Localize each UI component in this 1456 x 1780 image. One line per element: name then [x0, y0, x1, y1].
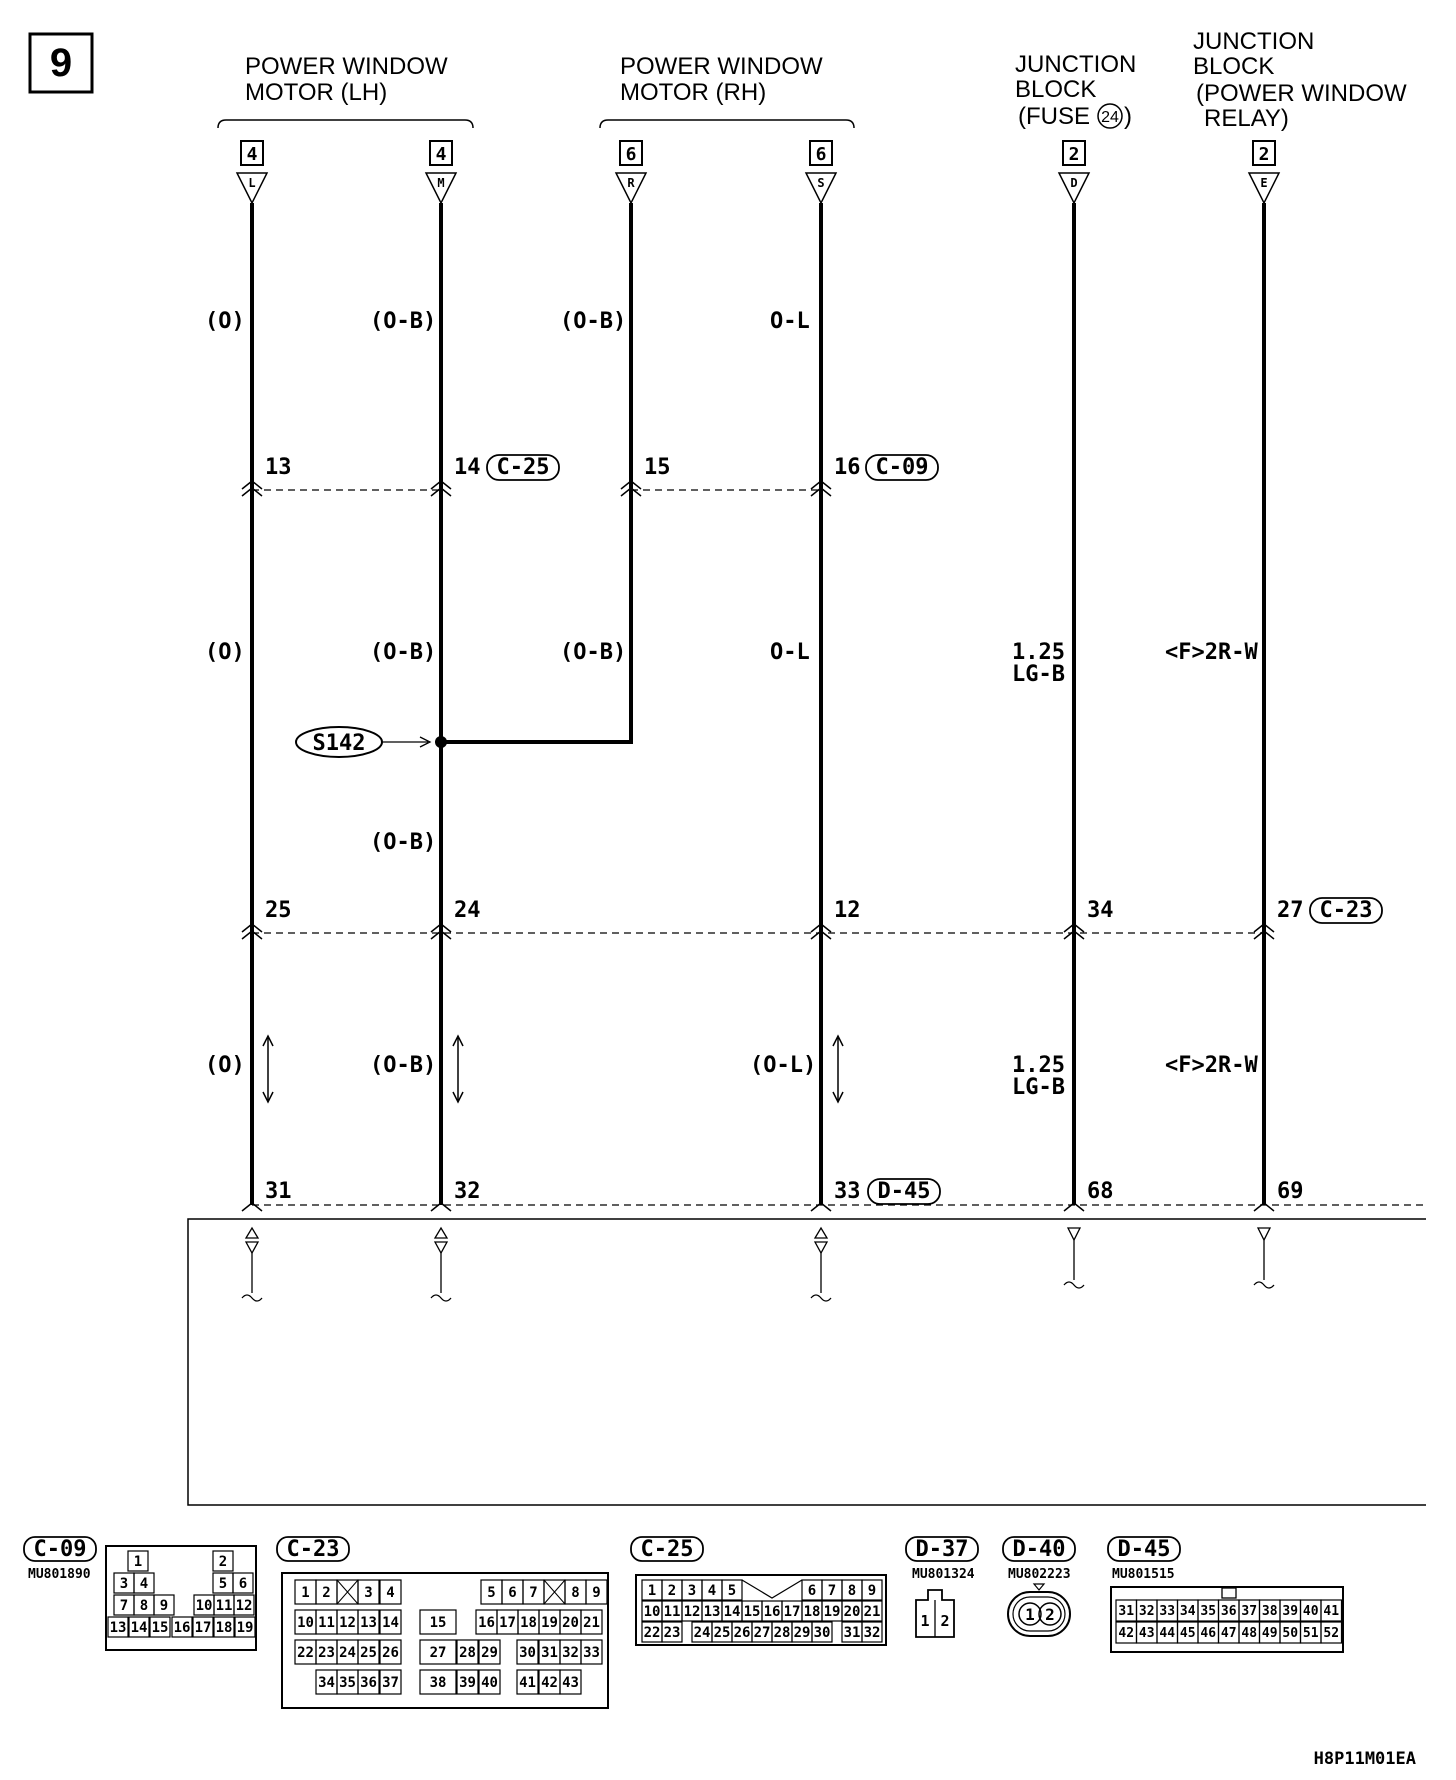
- legend-blank-cross: [544, 1580, 565, 1604]
- legend-pin-number: 46: [1200, 1626, 1217, 1642]
- legend-pin-number: 21: [863, 1604, 881, 1621]
- component-label: JUNCTION: [1015, 51, 1137, 78]
- continued-module-box: [188, 1219, 1426, 1505]
- legend-pin-number: 14: [723, 1604, 741, 1621]
- legend-pin-number: 44: [1159, 1626, 1176, 1642]
- signal-symbols: [242, 1228, 1274, 1301]
- legend-pin-number: 50: [1282, 1626, 1299, 1642]
- connector-pins-middle: [265, 898, 1382, 923]
- legend-pin-number: 28: [459, 1645, 476, 1662]
- svg-text:4: 4: [435, 144, 447, 165]
- legend-pin-number: 17: [783, 1604, 801, 1621]
- legend-pin-number: 31: [541, 1645, 558, 1662]
- component-label: ): [1124, 103, 1132, 130]
- terminal-m: [426, 141, 456, 203]
- pin-number: 33: [834, 1179, 861, 1204]
- legend-pin-number: 11: [318, 1615, 335, 1632]
- legend-pin-number: 25: [360, 1645, 377, 1662]
- legend-pin-number: 31: [1118, 1604, 1135, 1620]
- bracket: [218, 120, 473, 128]
- svg-text:E: E: [1260, 176, 1268, 190]
- legend-pin-number: 40: [481, 1675, 498, 1692]
- legend-pin-number: 41: [519, 1675, 536, 1692]
- splice-label: S142: [312, 731, 366, 756]
- pin-number: 24: [454, 898, 481, 923]
- component-label: (POWER WINDOW: [1196, 80, 1407, 107]
- legend-pin-number: 29: [481, 1645, 498, 1662]
- legend-pin-number: 3: [119, 1576, 129, 1593]
- wire-colors-mid: [205, 640, 1258, 687]
- legend-connector-id: C-23: [286, 1537, 340, 1562]
- wire-color-label: (O-B): [370, 309, 437, 334]
- component-label: MOTOR (LH): [245, 79, 388, 106]
- legend-pin-number: 15: [743, 1604, 761, 1621]
- wire-color-label: <F>2R-W: [1165, 640, 1258, 665]
- legend-pin-number: 9: [867, 1583, 877, 1600]
- legend-pin-number: 32: [562, 1645, 579, 1662]
- connector-pins-upper: [265, 455, 938, 480]
- svg-text:M: M: [437, 176, 445, 190]
- pin-number: 16: [834, 455, 861, 480]
- terminal-e: [1249, 141, 1279, 203]
- legend-pin-number: 16: [478, 1615, 495, 1632]
- legend-c09-cells: [108, 1551, 255, 1637]
- legend-pin-number: 26: [382, 1645, 399, 1662]
- legend-pin-number: 38: [429, 1675, 447, 1692]
- legend-pin-number: 7: [827, 1583, 837, 1600]
- legend-pin-number: 33: [583, 1645, 600, 1662]
- legend-pin-number: 2: [322, 1585, 331, 1602]
- component-junction-block-relay: [1193, 28, 1407, 132]
- legend-pin-number: 6: [807, 1583, 817, 1600]
- svg-text:6: 6: [815, 144, 827, 165]
- legend-pin-number: 19: [823, 1604, 841, 1621]
- component-power-window-motor-lh: [218, 53, 473, 128]
- legend-pin-number: 14: [130, 1620, 148, 1637]
- legend-pin-number: 30: [813, 1625, 831, 1642]
- legend-connector-id: D-37: [915, 1537, 969, 1562]
- pin-number: 15: [644, 455, 671, 480]
- legend-pin-number: 16: [763, 1604, 781, 1621]
- legend-pin-number: 49: [1261, 1626, 1278, 1642]
- connector-tag-label: C-25: [496, 455, 550, 480]
- legend-connector-id: C-25: [640, 1537, 694, 1562]
- legend-connector-id: D-40: [1012, 1537, 1066, 1562]
- wire-color-label: <F>2R-W: [1165, 1053, 1258, 1078]
- legend-pin-number: 34: [1179, 1604, 1196, 1620]
- legend-pin-number: 18: [803, 1604, 821, 1621]
- section-number: 9: [49, 41, 73, 85]
- figure-code: H8P11M01EA: [1313, 1749, 1416, 1769]
- legend-pin-number: 26: [733, 1625, 751, 1642]
- legend-pin-number: 16: [173, 1620, 191, 1637]
- legend-pin-number: 31: [843, 1625, 861, 1642]
- legend-c-25: [631, 1537, 886, 1645]
- legend-pin-number: 22: [297, 1645, 314, 1662]
- svg-text:2: 2: [1068, 144, 1080, 165]
- legend-pin-number: 2: [218, 1554, 228, 1571]
- legend-pin-number: 7: [529, 1585, 538, 1602]
- legend-pin-number: 2: [667, 1583, 677, 1600]
- legend-connector-id: C-09: [33, 1537, 87, 1562]
- connector-pins-lower: [265, 1179, 1304, 1204]
- legend-pin-number: 9: [592, 1585, 601, 1602]
- legend-pin-number: 37: [1241, 1604, 1258, 1620]
- svg-text:6: 6: [625, 144, 637, 165]
- legend-pin-number: 27: [429, 1645, 447, 1662]
- legend-pin-number: 39: [1282, 1604, 1299, 1620]
- wire-color-label: (O): [205, 309, 245, 334]
- legend-pin-number: 34: [318, 1675, 335, 1692]
- legend-c23-cells: [295, 1580, 607, 1694]
- wire-colors-upper: [205, 309, 810, 334]
- legend-pin-number: 18: [215, 1620, 233, 1637]
- legend-pin-number: 14: [382, 1615, 399, 1632]
- wire-color-label: O-L: [770, 640, 810, 665]
- svg-text:S: S: [817, 176, 825, 190]
- legend-pin-number: 21: [583, 1615, 600, 1632]
- legend-pin-number: 12: [235, 1598, 253, 1615]
- svg-text:D: D: [1070, 176, 1078, 190]
- legend-connector-id: D-45: [1117, 1537, 1171, 1562]
- legend-pin-number: 18: [520, 1615, 537, 1632]
- legend-pin-number: 5: [487, 1585, 496, 1602]
- component-label: POWER WINDOW: [620, 53, 823, 80]
- splice-dot: [435, 736, 447, 748]
- legend-pin-number: 51: [1302, 1626, 1319, 1642]
- wire-color-label: (O-B): [370, 1053, 437, 1078]
- legend-pin-number: 36: [360, 1675, 377, 1692]
- legend-pin-number: 4: [707, 1583, 717, 1600]
- legend-pin-number: 20: [843, 1604, 861, 1621]
- legend-pin-number: 12: [339, 1615, 356, 1632]
- bracket: [600, 120, 854, 128]
- svg-text:1: 1: [1025, 1605, 1035, 1624]
- svg-text:1: 1: [920, 1612, 930, 1630]
- component-label: MOTOR (RH): [620, 79, 767, 106]
- wire-color-label: (O-L): [750, 1053, 817, 1078]
- legend-pin-number: 25: [713, 1625, 731, 1642]
- wire-color-label: (O): [205, 1053, 245, 1078]
- legend-pin-number: 11: [663, 1604, 681, 1621]
- legend-pin-number: 47: [1220, 1626, 1237, 1642]
- wire-colors-lower: [205, 1053, 1258, 1100]
- legend-pin-number: 30: [519, 1645, 536, 1662]
- legend-part-number: MU802223: [1008, 1567, 1071, 1582]
- legend-pin-number: 15: [151, 1620, 169, 1637]
- wire-color-label: LG-B: [1012, 1075, 1065, 1100]
- legend-pin-number: 23: [663, 1625, 681, 1642]
- legend-pin-number: 3: [687, 1583, 697, 1600]
- legend-pin-number: 42: [541, 1675, 558, 1692]
- pin-number: 31: [265, 1179, 292, 1204]
- terminal-d: [1059, 141, 1089, 203]
- wire-color-label: (O-B): [560, 309, 627, 334]
- legend-pin-number: 43: [562, 1675, 579, 1692]
- wire-size-label: 1.25: [1012, 640, 1065, 665]
- pin-number: 25: [265, 898, 292, 923]
- fuse-number: 24: [1101, 109, 1119, 126]
- legend-pin-number: 5: [218, 1576, 228, 1593]
- component-label: BLOCK: [1015, 76, 1097, 103]
- component-label: BLOCK: [1193, 53, 1275, 80]
- legend-pin-number: 39: [459, 1675, 476, 1692]
- legend-d-40: [1003, 1537, 1075, 1636]
- terminal-s: [806, 141, 836, 203]
- component-label: JUNCTION: [1193, 28, 1315, 55]
- legend-blank-cross: [337, 1580, 358, 1604]
- legend-pin-number: 19: [236, 1620, 254, 1637]
- pin-number: 34: [1087, 898, 1114, 923]
- connector-tag-label: D-45: [877, 1179, 931, 1204]
- wire-color-label: (O-B): [370, 830, 437, 855]
- legend-part-number: MU801324: [912, 1567, 975, 1582]
- pin-number: 13: [265, 455, 292, 480]
- legend-pin-number: 20: [562, 1615, 579, 1632]
- wire-color-label: (O): [205, 640, 245, 665]
- legend-pin-number: 15: [429, 1615, 447, 1632]
- splice-s142: [296, 727, 447, 855]
- component-power-window-motor-rh: [600, 53, 854, 128]
- legend-pin-number: 19: [541, 1615, 558, 1632]
- legend-c25-cells: [642, 1580, 882, 1642]
- legend-pin-number: 1: [133, 1554, 143, 1571]
- legend-pin-number: 17: [499, 1615, 516, 1632]
- terminal-r: [616, 141, 646, 203]
- wire-size-label: 1.25: [1012, 1053, 1065, 1078]
- legend-pin-number: 9: [159, 1598, 169, 1615]
- legend-pin-number: 22: [643, 1625, 661, 1642]
- component-label: RELAY): [1204, 105, 1289, 132]
- legend-pin-number: 40: [1302, 1604, 1319, 1620]
- legend-pin-number: 32: [1138, 1604, 1155, 1620]
- legend-pin-number: 52: [1323, 1626, 1340, 1642]
- legend-pin-number: 8: [139, 1598, 149, 1615]
- legend-pin-number: 38: [1261, 1604, 1278, 1620]
- wire-color-label: LG-B: [1012, 662, 1065, 687]
- legend-pin-number: 36: [1220, 1604, 1237, 1620]
- legend-pin-number: 37: [382, 1675, 399, 1692]
- legend-pin-number: 23: [318, 1645, 335, 1662]
- pin-number: 68: [1087, 1179, 1114, 1204]
- legend-c-09: [24, 1537, 256, 1650]
- legend-pin-number: 32: [863, 1625, 881, 1642]
- component-label: (FUSE: [1018, 103, 1090, 130]
- legend-pin-number: 27: [753, 1625, 771, 1642]
- pin-number: 32: [454, 1179, 481, 1204]
- legend-pin-number: 12: [683, 1604, 701, 1621]
- legend-pin-number: 6: [238, 1576, 248, 1593]
- wire-color-label: O-L: [770, 309, 810, 334]
- legend-pin-number: 1: [647, 1583, 657, 1600]
- section-number-box: [30, 34, 92, 92]
- legend-key-notch: [742, 1580, 802, 1598]
- legend-pin-number: 13: [360, 1615, 377, 1632]
- legend-pin-number: 13: [703, 1604, 721, 1621]
- svg-text:L: L: [248, 176, 256, 190]
- legend-pin-number: 33: [1159, 1604, 1176, 1620]
- legend-c-23: [277, 1537, 608, 1708]
- legend-pin-number: 24: [693, 1625, 711, 1642]
- svg-text:2: 2: [1045, 1605, 1055, 1624]
- component-junction-block-fuse: [1015, 51, 1136, 130]
- legend-pin-number: 1: [301, 1585, 310, 1602]
- pin-number: 27: [1277, 898, 1304, 923]
- legend-pin-number: 24: [339, 1645, 356, 1662]
- svg-text:2: 2: [1258, 144, 1270, 165]
- legend-pin-number: 5: [727, 1583, 737, 1600]
- legend-pin-number: 8: [847, 1583, 857, 1600]
- component-label: POWER WINDOW: [245, 53, 448, 80]
- legend-pin-number: 41: [1323, 1604, 1340, 1620]
- legend-pin-number: 11: [215, 1598, 233, 1615]
- wire-color-label: (O-B): [370, 640, 437, 665]
- terminal-l: [237, 141, 267, 203]
- legend-pin-number: 45: [1179, 1626, 1196, 1642]
- legend-pin-number: 42: [1118, 1626, 1135, 1642]
- legend-d45-cells: [1116, 1600, 1342, 1643]
- legend-part-number: MU801515: [1112, 1567, 1175, 1582]
- connector-tag-label: C-23: [1319, 898, 1373, 923]
- pin-number: 69: [1277, 1179, 1304, 1204]
- svg-text:4: 4: [246, 144, 258, 165]
- legend-pin-number: 10: [195, 1598, 213, 1615]
- wire-color-label: (O-B): [560, 640, 627, 665]
- legend-part-number: MU801890: [28, 1567, 91, 1582]
- legend-pin-number: 13: [109, 1620, 127, 1637]
- legend-pin-number: 3: [364, 1585, 373, 1602]
- legend-pin-number: 48: [1241, 1626, 1258, 1642]
- legend-pin-number: 10: [643, 1604, 661, 1621]
- connector-tag-label: C-09: [875, 455, 929, 480]
- legend-pin-number: 29: [793, 1625, 811, 1642]
- legend-pin-number: 4: [386, 1585, 395, 1602]
- legend-pin-number: 4: [139, 1576, 149, 1593]
- legend-d-37: [906, 1537, 978, 1637]
- legend-pin-number: 7: [119, 1598, 129, 1615]
- legend-pin-number: 35: [1200, 1604, 1217, 1620]
- legend-pin-number: 6: [508, 1585, 517, 1602]
- pin-number: 12: [834, 898, 861, 923]
- legend-pin-number: 17: [194, 1620, 212, 1637]
- svg-text:R: R: [627, 176, 635, 190]
- legend-pin-number: 10: [297, 1615, 314, 1632]
- legend-pin-number: 35: [339, 1675, 356, 1692]
- svg-text:2: 2: [940, 1612, 950, 1630]
- legend-pin-number: 8: [571, 1585, 580, 1602]
- legend-pin-number: 28: [773, 1625, 791, 1642]
- legend-pin-number: 43: [1138, 1626, 1155, 1642]
- legend-d-45: [1108, 1537, 1343, 1652]
- pin-number: 14: [454, 455, 481, 480]
